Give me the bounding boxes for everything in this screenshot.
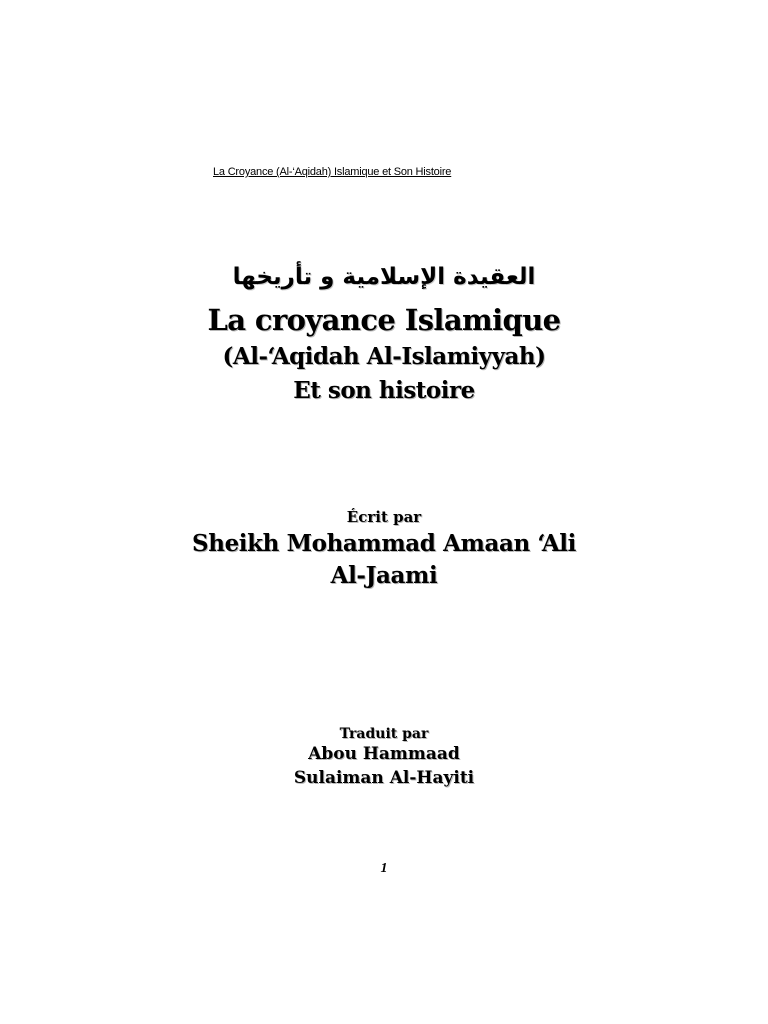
page-number: 1 [380,861,388,876]
arabic-title: العقيدة الإسلامية و تأريخها [232,264,536,290]
running-header: La Croyance (Al-‘Aqidah) Islamique et Son Histoire [213,166,452,178]
subtitle-line-2: Et son histoire [293,377,475,404]
author-name-line-2: Al-Jaami [330,562,438,589]
subtitle-line-1: (Al-‘Aqidah Al-Islamiyyah) [222,343,546,370]
translator-label: Traduit par [339,726,429,742]
main-title: La croyance Islamique [207,303,561,337]
translator-name-line-1: Abou Hammaad [308,744,460,764]
author-label: Écrit par [346,508,422,526]
translator-name-line-2: Sulaiman Al-Hayiti [293,768,475,788]
author-name-line-1: Sheikh Mohammad Amaan ‘Ali [192,530,576,557]
